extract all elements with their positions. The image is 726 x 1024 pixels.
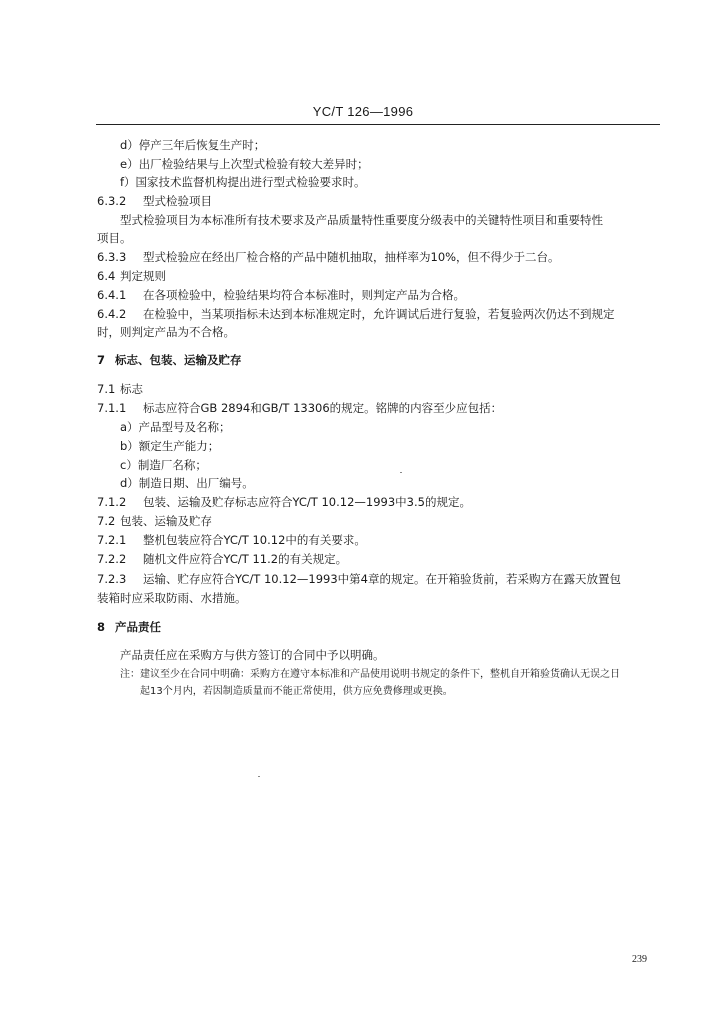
- clause-6-3-3: [97, 250, 560, 264]
- clause-6-4-1: [97, 288, 465, 302]
- clause-7-2: [97, 514, 212, 528]
- clause-text: 在检验中，当某项指标未达到本标准规定时，允许调试后进行复验，若复验两次仍达不到规定: [143, 307, 615, 321]
- page-number: 239: [632, 954, 647, 965]
- clause-number: 6.3.2: [97, 194, 127, 208]
- clause-text: 整机包装应符合YC/T 10.12中的有关要求。: [143, 533, 366, 547]
- header-rule: [96, 124, 660, 125]
- note-line: 起13个月内，若因制造质量而不能正常使用，供方应免费修理或更换。: [140, 686, 453, 697]
- document-code-header: YC/T 126—1996: [312, 104, 414, 119]
- clause-number: 6.4.1: [97, 288, 127, 302]
- paragraph-line: 装箱时应采取防雨、水措施。: [97, 591, 247, 605]
- clause-text: 运输、贮存应符合YC/T 10.12—1993中第4章的规定。在开箱验货前，若采购方在露天放置包: [143, 572, 621, 586]
- clause-6-4-2: [97, 307, 615, 321]
- scan-speck: [258, 776, 260, 777]
- clause-text: 包装、运输及贮存标志应符合YC/T 10.12—1993中3.5的规定。: [143, 495, 471, 509]
- note-line: 注：建议至少在合同中明确：采购方在遵守本标准和产品使用说明书规定的条件下，整机自开箱验货确认无误之日: [120, 669, 620, 680]
- clause-number: 7.1: [97, 382, 116, 396]
- paragraph-line: 项目。: [97, 231, 132, 245]
- section-number: 8: [97, 620, 106, 634]
- clause-title: 标志: [120, 382, 143, 396]
- section-number: 7: [97, 353, 106, 367]
- clause-7-1-1: [97, 401, 502, 415]
- list-item-d: d）停产三年后恢复生产时；: [120, 138, 266, 152]
- clause-number: 7.1.2: [97, 495, 127, 509]
- paragraph-line: 产品责任应在采购方与供方签订的合同中予以明确。: [120, 648, 385, 662]
- clause-7-1-2: [97, 495, 471, 509]
- section-7-heading: [97, 353, 242, 367]
- list-item-b: b）额定生产能力；: [120, 439, 220, 453]
- clause-title: 型式检验项目: [143, 194, 212, 208]
- clause-number: 7.1.1: [97, 401, 127, 415]
- section-title: 产品责任: [115, 620, 161, 634]
- clause-7-1: [97, 382, 143, 396]
- clause-number: 7.2.1: [97, 533, 127, 547]
- clause-number: 6.3.3: [97, 250, 127, 264]
- list-item-a: a）产品型号及名称；: [120, 420, 231, 434]
- scan-speck: [400, 472, 402, 473]
- list-item-f: f）国家技术监督机构提出进行型式检验要求时。: [120, 175, 366, 189]
- clause-7-2-1: [97, 533, 366, 547]
- section-8-heading: [97, 620, 161, 634]
- clause-6-4: [97, 269, 166, 283]
- clause-title: 包装、运输及贮存: [120, 514, 212, 528]
- clause-text: 标志应符合GB 2894和GB/T 13306的规定。铭牌的内容至少应包括：: [143, 401, 503, 415]
- clause-6-3-2: [97, 194, 212, 208]
- clause-number: 6.4: [97, 269, 116, 283]
- clause-text: 型式检验应在经出厂检合格的产品中随机抽取，抽样率为10%，但不得少于二台。: [143, 250, 560, 264]
- clause-number: 7.2.2: [97, 552, 127, 566]
- clause-number: 7.2.3: [97, 572, 127, 586]
- clause-text: 在各项检验中，检验结果均符合本标准时，则判定产品为合格。: [143, 288, 465, 302]
- list-item-e: e）出厂检验结果与上次型式检验有较大差异时；: [120, 157, 369, 171]
- clause-7-2-3: [97, 572, 621, 586]
- paragraph-line: 时，则判定产品为不合格。: [97, 325, 235, 339]
- clause-number: 6.4.2: [97, 307, 127, 321]
- clause-text: 随机文件应符合YC/T 11.2的有关规定。: [143, 552, 348, 566]
- list-item-c: c）制造厂名称；: [120, 458, 207, 472]
- paragraph-line: 型式检验项目为本标准所有技术要求及产品质量特性重要度分级表中的关键特性项目和重要特性: [120, 213, 603, 227]
- list-item-d: d）制造日期、出厂编号。: [120, 476, 254, 490]
- clause-title: 判定规则: [120, 269, 166, 283]
- clause-7-2-2: [97, 552, 347, 566]
- clause-number: 7.2: [97, 514, 116, 528]
- section-title: 标志、包装、运输及贮存: [115, 353, 242, 367]
